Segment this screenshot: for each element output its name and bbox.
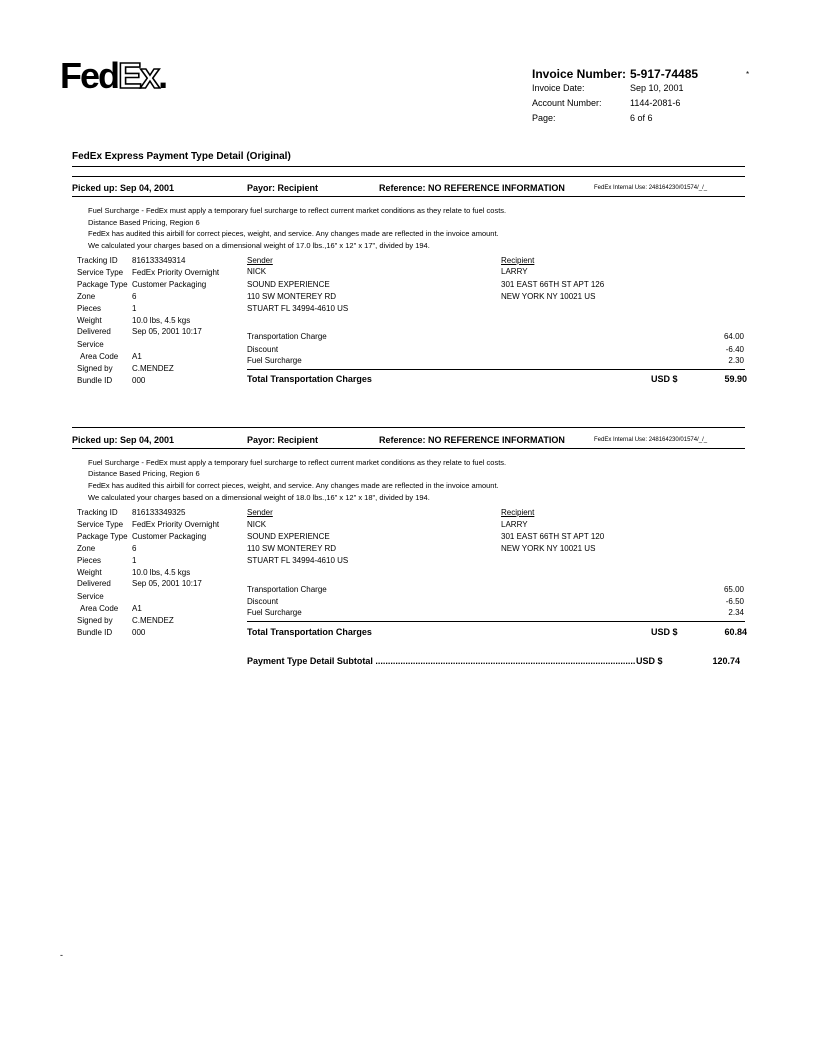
divider [72, 176, 745, 177]
divider [247, 369, 745, 370]
divider [72, 427, 745, 428]
usd-label: USD $ [651, 627, 678, 637]
internal-use: FedEx Internal Use: 248164230/01574/_/_ [594, 185, 708, 191]
reference: Reference: NO REFERENCE INFORMATION [379, 183, 565, 193]
invoice-date: Sep 10, 2001 [630, 83, 684, 93]
delivered: Sep 05, 2001 10:17 [132, 327, 202, 336]
note: Fuel Surcharge - FedEx must apply a temporary fuel surcharge to reflect current market conditions as they relate to fuel costs. [88, 206, 507, 215]
pieces: 1 [132, 304, 137, 313]
note: Fuel Surcharge - FedEx must apply a temporary fuel surcharge to reflect current market conditions as they relate to fuel costs. [88, 458, 507, 467]
signed-by: C.MENDEZ [132, 616, 174, 625]
star-mark: * [746, 70, 750, 79]
invoice-number: 5-917-74485 [630, 67, 699, 81]
subtotal-value: 120.74 [712, 656, 740, 666]
transportation-charge: 65.00 [723, 585, 744, 594]
zone: 6 [132, 544, 137, 553]
package-type: Customer Packaging [132, 280, 207, 289]
divider [72, 448, 745, 449]
pieces: 1 [132, 556, 137, 565]
fuel-surcharge: 2.34 [728, 608, 744, 617]
invoice-number-row: Invoice Number: 5-917-74485 [532, 67, 699, 81]
total-value: 60.84 [724, 627, 747, 637]
subtotal-label: Payment Type Detail Subtotal ........................................................................................................ [247, 656, 636, 666]
section-title: FedEx Express Payment Type Detail (Original) [72, 151, 291, 162]
picked-up: Picked up: Sep 04, 2001 [72, 183, 175, 193]
fedex-logo: FedEx. [60, 55, 167, 96]
internal-use: FedEx Internal Use: 248164230/01574/_/_ [594, 437, 708, 443]
total-label: Total Transportation Charges [247, 374, 372, 384]
weight: 10.0 lbs, 4.5 kgs [132, 316, 191, 325]
tracking-id: 816133349325 [132, 508, 186, 517]
weight: 10.0 lbs, 4.5 kgs [132, 568, 191, 577]
bundle-id: 000 [132, 628, 146, 637]
divider [72, 166, 745, 167]
note: FedEx has audited this airbill for correct pieces, weight, and service. Any changes made are reflected in the invoice amount. [88, 229, 499, 238]
area-code: A1 [132, 352, 142, 361]
signed-by: C.MENDEZ [132, 364, 174, 373]
divider [72, 196, 745, 197]
divider [247, 621, 745, 622]
subtotal-usd: USD $ [636, 656, 663, 666]
reference: Reference: NO REFERENCE INFORMATION [379, 435, 565, 445]
payor: Payor: Recipient [247, 183, 319, 193]
footer-mark: - [60, 950, 63, 960]
discount: -6.40 [725, 345, 744, 354]
bundle-id: 000 [132, 376, 146, 385]
payor: Payor: Recipient [247, 435, 319, 445]
note: Distance Based Pricing, Region 6 [88, 469, 200, 478]
note: Distance Based Pricing, Region 6 [88, 218, 200, 227]
service-type: FedEx Priority Overnight [132, 520, 220, 529]
account-number: 1144-2081-6 [630, 98, 681, 108]
page-number: 6 of 6 [630, 113, 653, 123]
note: FedEx has audited this airbill for correct pieces, weight, and service. Any changes made are reflected in the invoice amount. [88, 481, 499, 490]
zone: 6 [132, 292, 137, 301]
fuel-surcharge: 2.30 [728, 356, 744, 365]
total-value: 59.90 [724, 374, 747, 384]
picked-up: Picked up: Sep 04, 2001 [72, 435, 175, 445]
discount: -6.50 [725, 597, 744, 606]
package-type: Customer Packaging [132, 532, 207, 541]
delivered: Sep 05, 2001 10:17 [132, 579, 202, 588]
area-code: A1 [132, 604, 142, 613]
tracking-id: 816133349314 [132, 256, 186, 265]
total-label: Total Transportation Charges [247, 627, 372, 637]
usd-label: USD $ [651, 374, 678, 384]
note: We calculated your charges based on a dimensional weight of 17.0 lbs.,16" x 12" x 17", divided by 194. [88, 241, 430, 250]
transportation-charge: 64.00 [723, 332, 744, 341]
service-type: FedEx Priority Overnight [132, 268, 220, 277]
note: We calculated your charges based on a dimensional weight of 18.0 lbs.,16" x 12" x 18", divided by 194. [88, 493, 430, 502]
